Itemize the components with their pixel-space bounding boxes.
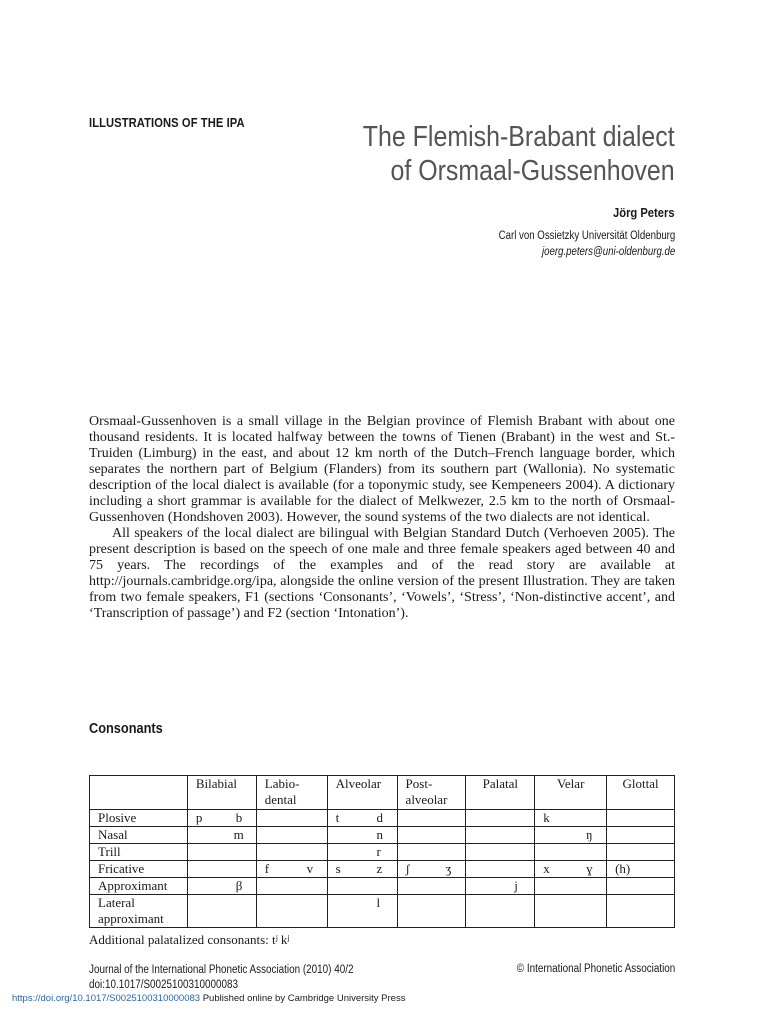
cell-nasal-glottal [607, 827, 675, 844]
col-labiodental: Labio- dental [256, 776, 327, 810]
cell-approximant-bilabial: β [187, 878, 256, 895]
journal-footer [89, 963, 353, 993]
col-palatal: Palatal [466, 776, 535, 810]
cell-fricative-labiodental: f v [256, 861, 327, 878]
cell-trill-bilabial [187, 844, 256, 861]
author-affiliation-block [498, 228, 675, 260]
row-label-nasal: Nasal [90, 827, 188, 844]
intro-text [89, 414, 675, 622]
author-email[interactable]: joerg.peters@uni-oldenburg.de [541, 246, 675, 258]
consonant-table [89, 775, 675, 928]
cell-approximant-labiodental [256, 878, 327, 895]
cell-lateral-bilabial [187, 895, 256, 928]
cell-trill-velar [535, 844, 607, 861]
doi-link[interactable]: https://doi.org/10.1017/S0025100310000083 [12, 993, 201, 1004]
table-row [90, 827, 675, 844]
published-online-text: Published online by Cambridge University Press [202, 993, 406, 1004]
cell-lateral-glottal [607, 895, 675, 928]
cell-trill-labiodental [256, 844, 327, 861]
table-row [90, 844, 675, 861]
cell-trill-palatal [466, 844, 535, 861]
affiliation: Carl von Ossietzky Universität Oldenburg [498, 230, 675, 242]
col-postalveolar: Post- alveolar [397, 776, 466, 810]
cell-approximant-palatal: j [466, 878, 535, 895]
cell-nasal-postalveolar [397, 827, 466, 844]
cell-trill-postalveolar [397, 844, 466, 861]
copyright-notice: © International Phonetic Association [516, 963, 675, 975]
cell-approximant-alveolar [327, 878, 397, 895]
row-label-trill: Trill [90, 844, 188, 861]
article-title [363, 120, 675, 188]
title-line-2: of Orsmaal-Gussenhoven [390, 155, 675, 187]
cell-lateral-alveolar: l [327, 895, 397, 928]
cell-nasal-palatal [466, 827, 535, 844]
table-row [90, 895, 675, 928]
table-row [90, 861, 675, 878]
cell-plosive-postalveolar [397, 810, 466, 827]
cell-fricative-alveolar: s z [327, 861, 397, 878]
cell-trill-glottal [607, 844, 675, 861]
cell-plosive-velar: k [535, 810, 607, 827]
journal-citation: Journal of the International Phonetic Association (2010) 40/2 [89, 964, 354, 976]
row-label-fricative: Fricative [90, 861, 188, 878]
cell-nasal-bilabial: m [187, 827, 256, 844]
cell-fricative-palatal [466, 861, 535, 878]
title-line-1: The Flemish-Brabant dialect [363, 121, 675, 153]
cell-approximant-glottal [607, 878, 675, 895]
cell-fricative-bilabial [187, 861, 256, 878]
cell-lateral-palatal [466, 895, 535, 928]
col-velar: Velar [535, 776, 607, 810]
cell-plosive-alveolar: t d [327, 810, 397, 827]
additional-consonants-note: Additional palatalized consonants: tʲ kʲ [89, 932, 290, 947]
header-corner [90, 776, 188, 810]
cell-trill-alveolar: r [327, 844, 397, 861]
col-glottal: Glottal [607, 776, 675, 810]
cell-plosive-glottal [607, 810, 675, 827]
cell-plosive-bilabial: p b [187, 810, 256, 827]
cell-lateral-postalveolar [397, 895, 466, 928]
row-label-plosive: Plosive [90, 810, 188, 827]
cell-nasal-labiodental [256, 827, 327, 844]
paragraph-2: All speakers of the local dialect are bilingual with Belgian Standard Dutch (Verhoeven 2005). The present description is based on the speech of one male and three female speakers aged between 40 and 75 years. The recordings of the examples and of the read story are available at http://journals.cambridge.org/ipa, alongside the online version of the present Illustration. They are taken from two female speakers, F1 (sections ‘Consonants’, ‘Vowels’, ‘Stress’, ‘Non-distinctive accent’, and ‘Transcription of passage’) and F2 (section ‘Intonation’). [89, 526, 675, 621]
cell-approximant-velar [535, 878, 607, 895]
cell-fricative-postalveolar: ʃ ʒ [397, 861, 466, 878]
col-alveolar: Alveolar [327, 776, 397, 810]
cell-fricative-velar: x ɣ [535, 861, 607, 878]
author-name: Jörg Peters [613, 205, 675, 220]
cambridge-online-notice [12, 993, 405, 1004]
doi: doi:10.1017/S0025100310000083 [89, 979, 239, 991]
cell-approximant-postalveolar [397, 878, 466, 895]
consonants-heading: Consonants [89, 721, 163, 737]
cell-nasal-alveolar: n [327, 827, 397, 844]
row-label-lateral: Lateral approximant [90, 895, 188, 928]
section-label: ILLUSTRATIONS OF THE IPA [89, 115, 245, 130]
cell-plosive-palatal [466, 810, 535, 827]
col-bilabial: Bilabial [187, 776, 256, 810]
cell-plosive-labiodental [256, 810, 327, 827]
row-label-approximant: Approximant [90, 878, 188, 895]
cell-lateral-velar [535, 895, 607, 928]
cell-nasal-velar: ŋ [535, 827, 607, 844]
cell-lateral-labiodental [256, 895, 327, 928]
table-row [90, 810, 675, 827]
cell-fricative-glottal: (h) [607, 861, 675, 878]
paragraph-1: Orsmaal-Gussenhoven is a small village in the Belgian province of Flemish Brabant with about one thousand residents. It is located halfway between the towns of Tienen (Brabant) in the west and St.-Truiden (Limburg) in the east, and about 12 km north of the Dutch–French language border, which separates the northern part of Belgium (Flanders) from its southern part (Wallonia). No systematic description of the local dialect is available (for a toponymic study, see Kempeneers 2004). A dictionary including a short grammar is available for the dialect of Melkwezer, 2.5 km to the north of Orsmaal-Gussenhoven (Hondshoven 2003). However, the sound systems of the two dialects are not identical. [89, 414, 675, 525]
table-row [90, 878, 675, 895]
table-header-row [90, 776, 675, 810]
